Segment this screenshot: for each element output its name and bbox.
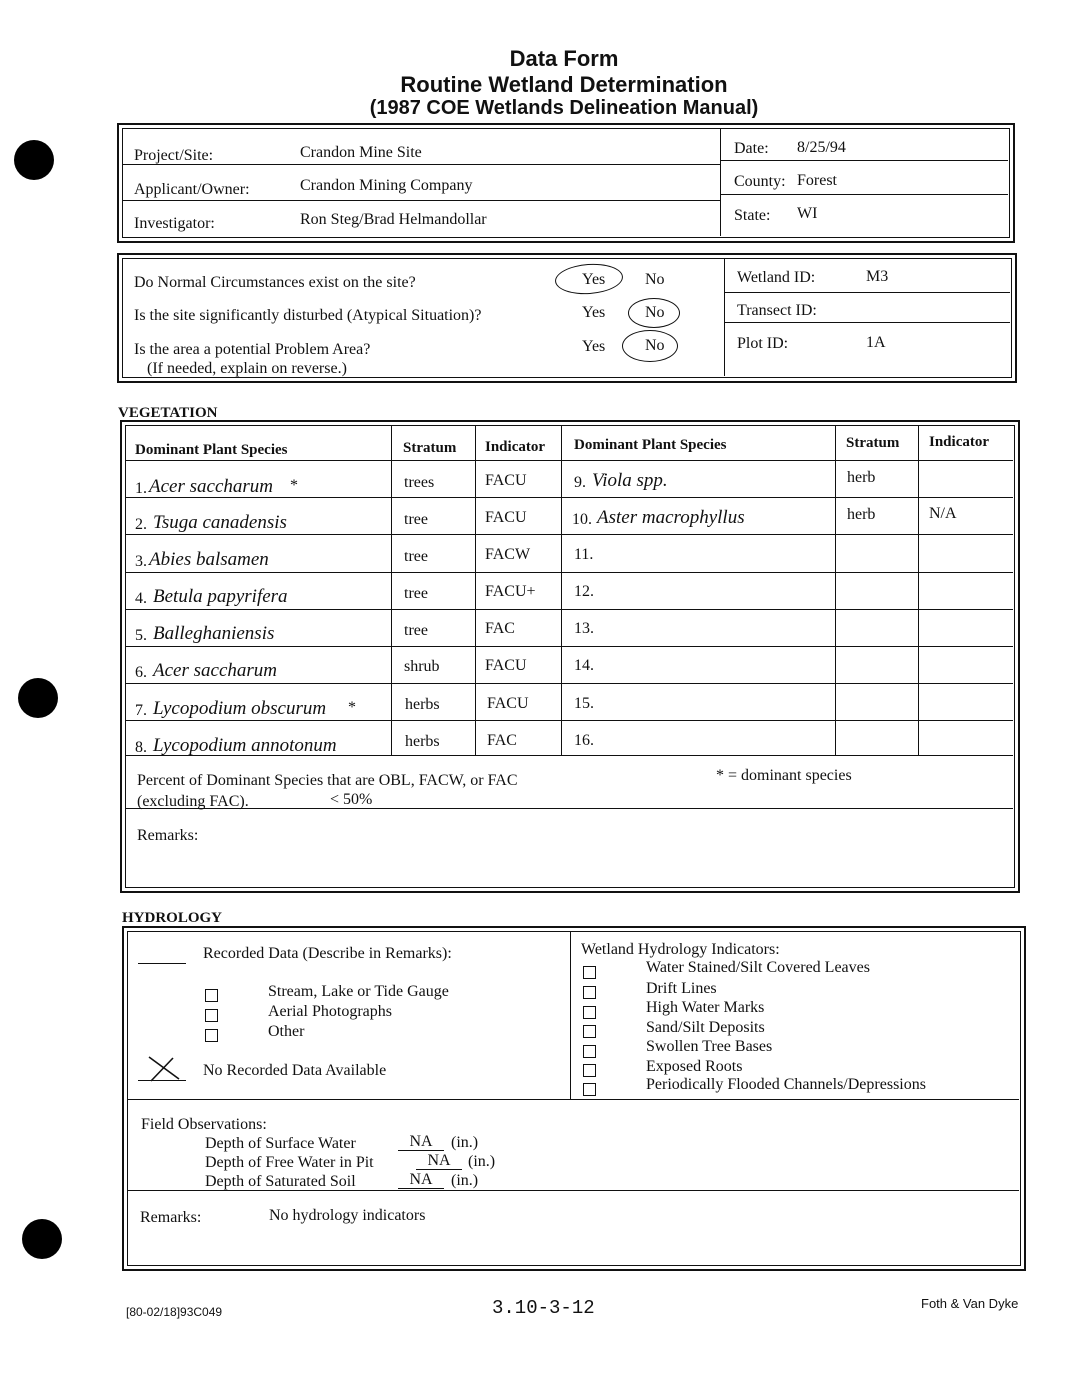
dominant-species-legend: * = dominant species <box>716 767 852 784</box>
no-recorded-data-label: No Recorded Data Available <box>203 1062 387 1079</box>
plot-id-label: Plot ID: <box>737 335 789 352</box>
saturated-soil-label: Depth of Saturated Soil <box>205 1173 356 1190</box>
indicator-drift-lines: Drift Lines <box>646 980 717 997</box>
species-name: Viola spp. <box>592 470 668 491</box>
checkbox-exposed-roots[interactable] <box>583 1064 596 1077</box>
vegetation-section-label: VEGETATION <box>118 405 218 421</box>
q2-yes: Yes <box>582 304 606 321</box>
row-number: 7. <box>135 702 147 719</box>
species-name: Aster macrophyllus <box>597 507 745 528</box>
row-number: 3. <box>135 553 147 570</box>
veg-header-species-left: Dominant Plant Species <box>135 442 288 458</box>
state-value: WI <box>797 205 818 222</box>
stratum: trees <box>404 474 435 491</box>
checkbox-flooded-channels[interactable] <box>583 1083 596 1096</box>
checkbox-swollen-bases[interactable] <box>583 1045 596 1058</box>
project-label: Project/Site: <box>134 147 214 164</box>
option-aerial-photos: Aerial Photographs <box>268 1003 392 1020</box>
indicator: FACU <box>485 509 527 526</box>
field-observations-label: Field Observations: <box>141 1116 267 1133</box>
veg-row-12-number: 12. <box>574 583 594 600</box>
q1-no: No <box>645 271 665 288</box>
wetland-indicators-label: Wetland Hydrology Indicators: <box>581 941 780 958</box>
vegetation-remarks-label: Remarks: <box>137 827 199 844</box>
checkbox-sand-silt[interactable] <box>583 1025 596 1038</box>
plot-id-value: 1A <box>866 334 886 351</box>
veg-row-15-number: 15. <box>574 695 594 712</box>
q3-no: No <box>645 337 665 354</box>
free-water-pit-unit: (in.) <box>468 1153 496 1170</box>
state-label: State: <box>734 207 771 224</box>
dominant-mark: * <box>348 699 356 716</box>
q1-yes: Yes <box>582 271 606 288</box>
indicator: FACU+ <box>485 583 536 600</box>
row-number: 2. <box>135 516 147 533</box>
stratum: shrub <box>404 658 440 675</box>
q3-yes: Yes <box>582 338 606 355</box>
hydrology-remarks-value: No hydrology indicators <box>269 1207 426 1224</box>
investigator-value: Ron Steg/Brad Helmandollar <box>300 211 487 228</box>
free-water-pit-value: NA <box>416 1153 462 1170</box>
applicant-value: Crandon Mining Company <box>300 177 473 194</box>
row-number: 5. <box>135 627 147 644</box>
checkbox-water-stained[interactable] <box>583 966 596 979</box>
surface-water-label: Depth of Surface Water <box>205 1135 356 1152</box>
footer-form-code: [80-02/18]93C049 <box>126 1305 223 1319</box>
punch-hole-bottom <box>22 1219 62 1259</box>
veg-header-stratum-left: Stratum <box>403 440 457 456</box>
row-number: 8. <box>135 739 147 756</box>
investigator-label: Investigator: <box>134 215 215 232</box>
problem-area-note: (If needed, explain on reverse.) <box>147 360 347 377</box>
stratum: herbs <box>405 696 440 713</box>
saturated-soil-unit: (in.) <box>451 1172 479 1189</box>
stratum: tree <box>404 622 428 639</box>
indicator: FAC <box>487 732 517 749</box>
indicator: FACW <box>485 546 531 563</box>
wetland-id-value: M3 <box>866 268 889 285</box>
veg-row-13-number: 13. <box>574 620 594 637</box>
date-label: Date: <box>734 140 769 157</box>
species-name: Tsuga canadensis <box>153 512 287 533</box>
indicator: N/A <box>929 505 957 522</box>
indicator: FACU <box>485 657 527 674</box>
species-name: Lycopodium annotonum <box>153 735 337 756</box>
stratum: herb <box>847 469 876 486</box>
indicator-water-stained: Water Stained/Silt Covered Leaves <box>646 959 870 976</box>
veg-header-species-right: Dominant Plant Species <box>574 437 727 453</box>
question-normal-circumstances: Do Normal Circumstances exist on the site? <box>134 274 416 291</box>
indicator-swollen-bases: Swollen Tree Bases <box>646 1038 773 1055</box>
footer-company: Foth & Van Dyke <box>921 1296 1019 1311</box>
indicator-high-water: High Water Marks <box>646 999 765 1016</box>
species-name: Lycopodium obscurum <box>153 698 327 719</box>
checkbox-stream-gauge[interactable] <box>205 989 218 1002</box>
stratum: herb <box>847 506 876 523</box>
veg-header-indicator-right: Indicator <box>929 434 989 450</box>
surface-water-value: NA <box>398 1134 444 1151</box>
footer-page-number: 3.10-3-12 <box>492 1297 595 1319</box>
checkbox-aerial-photos[interactable] <box>205 1009 218 1022</box>
row-number: 10. <box>572 511 592 528</box>
veg-header-indicator-left: Indicator <box>485 439 545 455</box>
indicator: FACU <box>485 472 527 489</box>
dominant-mark: * <box>290 477 298 494</box>
stratum: tree <box>404 548 428 565</box>
site-info-box <box>122 128 1010 238</box>
question-problem-area: Is the area a potential Problem Area? <box>134 341 371 358</box>
surface-water-unit: (in.) <box>451 1134 479 1151</box>
checkbox-drift-lines[interactable] <box>583 986 596 999</box>
veg-row-16-number: 16. <box>574 732 594 749</box>
veg-row-11-number: 11. <box>574 546 594 563</box>
percent-dominant-value: < 50% <box>330 791 373 808</box>
form-title: Data Form <box>509 46 619 71</box>
question-disturbed: Is the site significantly disturbed (Atypical Situation)? <box>134 307 482 324</box>
option-stream-gauge: Stream, Lake or Tide Gauge <box>268 983 449 1000</box>
q2-no: No <box>645 304 665 321</box>
checkbox-high-water[interactable] <box>583 1006 596 1019</box>
hydrology-section-label: HYDROLOGY <box>122 910 223 926</box>
veg-header-stratum-right: Stratum <box>846 435 900 451</box>
project-value: Crandon Mine Site <box>300 144 422 161</box>
county-value: Forest <box>797 172 837 189</box>
species-name: Betula papyrifera <box>153 586 288 607</box>
hydrology-remarks-label: Remarks: <box>140 1209 202 1226</box>
row-number: 1. <box>135 480 147 497</box>
species-name: Abies balsamen <box>149 549 269 570</box>
wetland-id-label: Wetland ID: <box>737 269 816 286</box>
indicator: FACU <box>487 695 529 712</box>
transect-id-label: Transect ID: <box>737 302 817 319</box>
indicator: FAC <box>485 620 515 637</box>
free-water-pit-label: Depth of Free Water in Pit <box>205 1154 374 1171</box>
row-number: 4. <box>135 590 147 607</box>
applicant-label: Applicant/Owner: <box>134 181 250 198</box>
indicator-exposed-roots: Exposed Roots <box>646 1058 743 1075</box>
stratum: herbs <box>405 733 440 750</box>
species-name: Balleghaniensis <box>153 623 275 644</box>
indicator-sand-silt: Sand/Silt Deposits <box>646 1019 765 1036</box>
row-number: 6. <box>135 664 147 681</box>
punch-hole-middle <box>18 678 58 718</box>
percent-dominant-note: (excluding FAC). <box>137 793 249 810</box>
saturated-soil-value: NA <box>398 1172 444 1189</box>
indicator-flooded-channels: Periodically Flooded Channels/Depressions <box>646 1076 926 1093</box>
stratum: tree <box>404 511 428 528</box>
form-manual: (1987 COE Wetlands Delineation Manual) <box>369 97 759 119</box>
recorded-data-label: Recorded Data (Describe in Remarks): <box>203 945 452 962</box>
percent-dominant-text: Percent of Dominant Species that are OBL, FACW, or FAC <box>137 772 518 789</box>
option-other: Other <box>268 1023 305 1040</box>
veg-row-14-number: 14. <box>574 657 594 674</box>
checkbox-other[interactable] <box>205 1029 218 1042</box>
date-value: 8/25/94 <box>797 139 846 156</box>
punch-hole-top <box>14 140 54 180</box>
no-data-x-mark <box>143 1055 187 1083</box>
row-number: 9. <box>574 474 586 491</box>
species-name: Acer saccharum <box>153 660 277 681</box>
stratum: tree <box>404 585 428 602</box>
county-label: County: <box>734 173 786 190</box>
species-name: Acer saccharum <box>149 476 273 497</box>
form-subtitle: Routine Wetland Determination <box>400 72 728 97</box>
